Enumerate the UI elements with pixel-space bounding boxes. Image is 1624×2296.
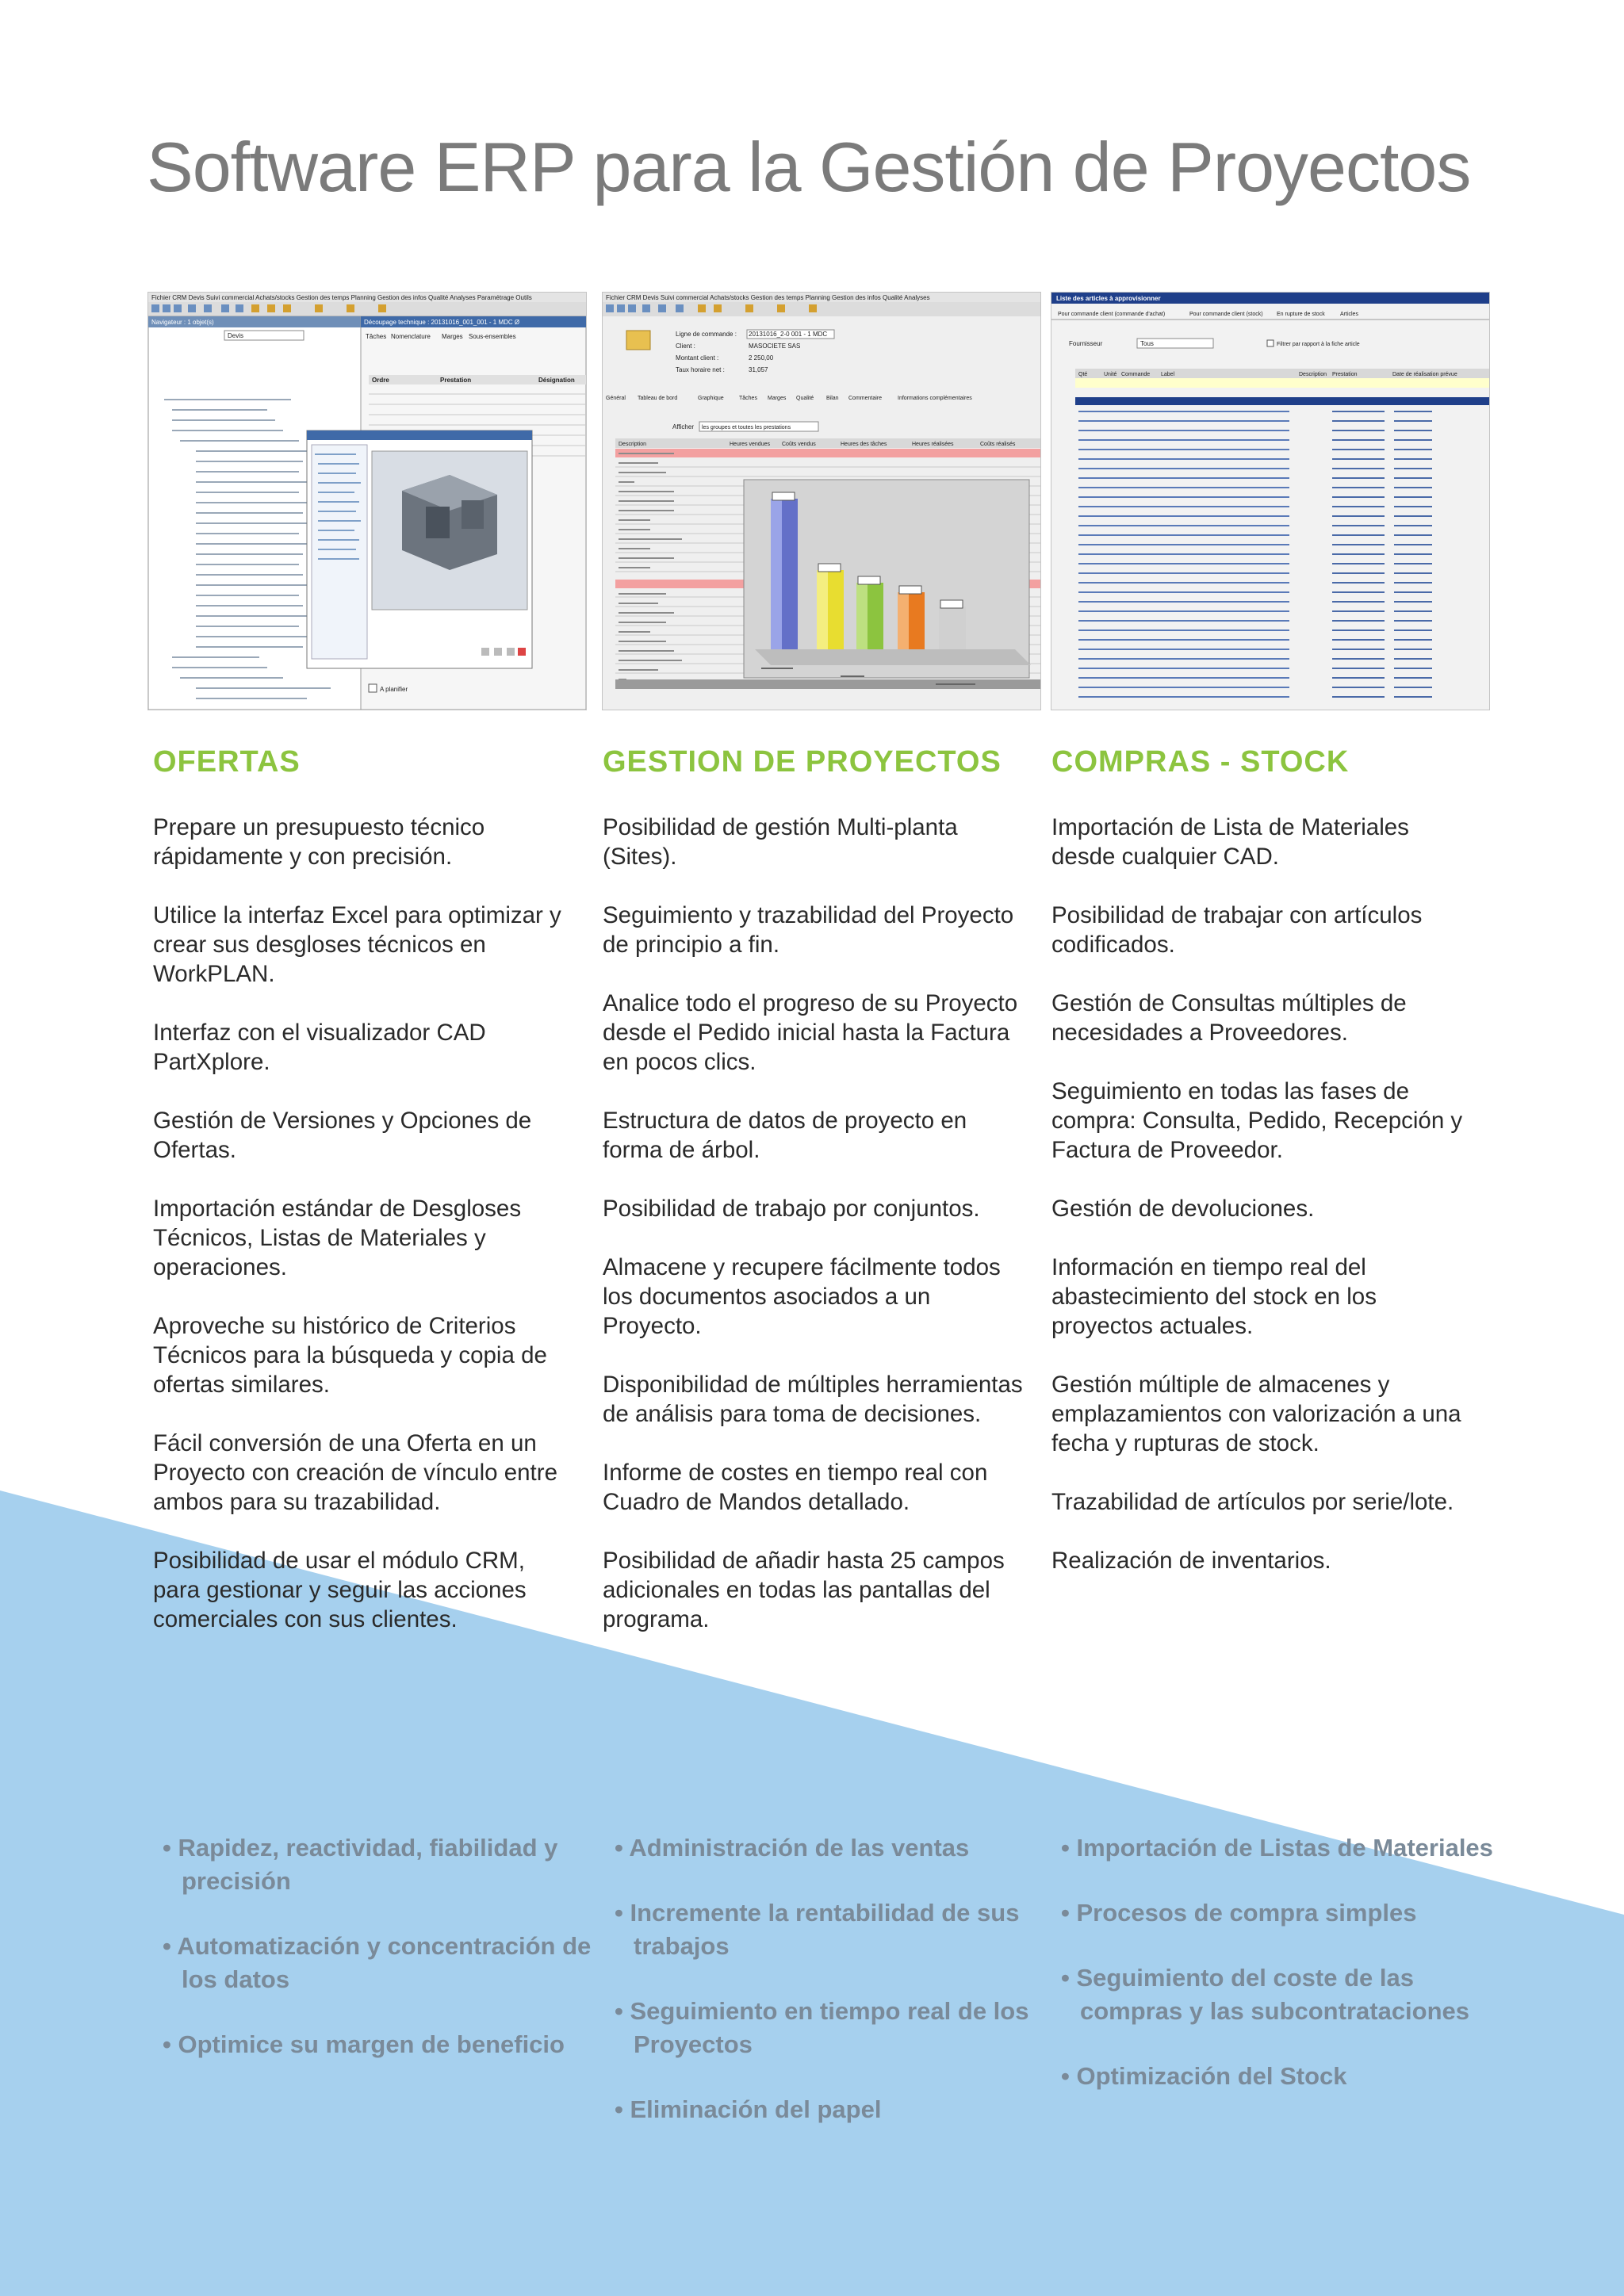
s2-value-3: 31,057	[749, 366, 768, 373]
paragraph: Disponibilidad de múltiples herramientas de análisis para toma de decisiones.	[603, 1372, 1023, 1427]
paragraph: Almacene y recupere fácilmente todos los documentos asociados a un Proyecto.	[603, 1254, 1001, 1339]
s1-col-ordre: Ordre	[372, 377, 389, 384]
paragraph: Aproveche su histórico de Criterios Técnicos para la búsqueda y copia de ofertas similares.	[153, 1313, 547, 1398]
screenshot-compras-stock	[1051, 292, 1490, 710]
s3-tab-2: En rupture de stock	[1277, 312, 1325, 317]
s1-menu: Fichier CRM Devis Suivi commercial Achats/stocks Gestion des temps Planning Gestion des infos Qualité Analyses Paramétrage Outils	[151, 294, 532, 301]
s2-tab-4: Marges	[768, 396, 787, 401]
s2-header-2: Coûts vendus	[782, 442, 816, 447]
s2-label-0: Ligne de commande :	[676, 331, 737, 338]
paragraph: Posibilidad de usar el módulo CRM, para gestionar y seguir las acciones comerciales con sus clientes.	[153, 1548, 527, 1632]
s3-header-6: Date de réalisation prévue	[1392, 372, 1457, 377]
s2-menu: Fichier CRM Devis Suivi commercial Achats/stocks Gestion des temps Planning Gestion des infos Qualité Analyses	[606, 294, 930, 301]
s3-filter: Filtrer par rapport à la fiche article	[1277, 342, 1360, 347]
paragraph: Gestión múltiple de almacenes y emplazamientos con valorización a una fecha y rupturas de stock.	[1051, 1372, 1461, 1456]
benefit-bullet: • Optimice su margen de beneficio	[163, 2030, 565, 2058]
paragraph: Interfaz con el visualizador CAD PartXplore.	[153, 1020, 486, 1075]
benefit-bullet: • Importación de Listas de Materiales	[1061, 1834, 1493, 1862]
bullets-gestion-proyectos	[615, 1831, 1059, 2158]
s1-col-prestation: Prestation	[440, 377, 472, 384]
benefit-bullet: • Automatización y concentración de los datos	[163, 1932, 592, 1993]
s2-afficher-value: les groupes et toutes les prestations	[702, 425, 791, 430]
s3-window-title: Liste des articles à approvisionner	[1056, 295, 1161, 302]
column-ofertas	[153, 745, 573, 1663]
s2-tab-5: Qualité	[796, 396, 814, 401]
s2-header-4: Heures réalisées	[912, 442, 954, 447]
paragraph: Estructura de datos de proyecto en forma de árbol.	[603, 1108, 967, 1163]
bullets-ofertas	[163, 1831, 607, 2093]
s1-panel-title: Navigateur : 1 objet(s)	[151, 319, 214, 326]
s2-tab-2: Graphique	[698, 396, 724, 401]
column-gestion-proyectos	[603, 745, 1023, 1663]
s3-header-1: Unité	[1104, 372, 1117, 377]
s1-tab-2: Marges	[442, 333, 463, 340]
s3-header-0: Qté	[1078, 372, 1088, 377]
screenshot-gestion-proyectos	[602, 292, 1041, 710]
paragraph: Fácil conversión de una Oferta en un Proyecto con creación de vínculo entre ambos para su trazabilidad.	[153, 1430, 557, 1515]
s2-afficher: Afficher	[672, 423, 694, 430]
paragraph: Informe de costes en tiempo real con Cuadro de Mandos detallado.	[603, 1460, 988, 1515]
s2-tab-0: Général	[606, 396, 626, 401]
paragraph: Gestión de Consultas múltiples de necesidades a Proveedores.	[1051, 990, 1407, 1046]
benefit-bullet: • Administración de las ventas	[615, 1834, 970, 1862]
paragraph: Trazabilidad de artículos por serie/lote.	[1051, 1489, 1454, 1515]
s3-fournisseur-value: Tous	[1140, 340, 1154, 347]
page-title: Software ERP para la Gestión de Proyectos	[147, 128, 1471, 206]
s2-header-1: Heures vendues	[730, 442, 770, 447]
paragraph: Gestión de devoluciones.	[1051, 1196, 1315, 1222]
s1-col-designation: Désignation	[538, 377, 575, 384]
paragraph: Seguimiento y trazabilidad del Proyecto de principio a fin.	[603, 902, 1014, 958]
benefit-bullet: • Eliminación del papel	[615, 2095, 882, 2123]
s2-tab-1: Tableau de bord	[638, 396, 678, 401]
paragraph: Gestión de Versiones y Opciones de Ofertas.	[153, 1108, 532, 1163]
s1-window-title: Découpage technique : 20131016_001_001 - 1 MDC Ø	[364, 319, 520, 326]
heading-compras-stock: COMPRAS - STOCK	[1051, 745, 1350, 779]
s2-tab-3: Tâches	[739, 396, 757, 401]
s1-tab-3: Sous-ensembles	[469, 333, 516, 340]
paragraph: Utilice la interfaz Excel para optimizar y crear sus desgloses técnicos en WorkPLAN.	[153, 902, 561, 987]
screenshot-ofertas	[147, 292, 587, 710]
paragraph: Realización de inventarios.	[1051, 1548, 1331, 1574]
paragraph: Información en tiempo real del abastecimiento del stock en los proyectos actuales.	[1051, 1254, 1377, 1339]
paragraph: Posibilidad de añadir hasta 25 campos adicionales en todas las pantallas del programa.	[603, 1548, 1005, 1632]
s3-fournisseur: Fournisseur	[1069, 340, 1103, 347]
s3-tab-3: Articles	[1340, 312, 1358, 317]
s3-header-4: Description	[1299, 372, 1327, 377]
s2-tab-6: Bilan	[826, 396, 839, 401]
s2-value-0: 20131016_2-0 001 - 1 MDC	[749, 331, 828, 338]
s3-tab-0: Pour commande client (commande d'achat)	[1058, 312, 1166, 317]
benefit-bullet: • Incremente la rentabilidad de sus trabajos	[615, 1899, 1020, 1960]
heading-gestion-proyectos: GESTION DE PROYECTOS	[603, 745, 1002, 779]
benefit-bullet: • Seguimiento del coste de las compras y las subcontrataciones	[1061, 1964, 1470, 2025]
s2-tab-8: Informations complémentaires	[898, 396, 972, 401]
s3-header-2: Commande	[1121, 372, 1151, 377]
paragraph: Posibilidad de trabajar con artículos codificados.	[1051, 902, 1423, 958]
s1-combo: Devis	[228, 332, 244, 339]
benefit-bullet: • Rapidez, reactividad, fiabilidad y precisión	[163, 1834, 558, 1895]
s2-label-2: Montant client :	[676, 354, 719, 362]
paragraph: Analice todo el progreso de su Proyecto desde el Pedido inicial hasta la Factura en pocos clics.	[603, 990, 1018, 1075]
s1-tab-0: Tâches	[366, 333, 387, 340]
s3-header-5: Prestation	[1332, 372, 1358, 377]
s2-header-0: Description	[619, 442, 647, 447]
paragraph: Importación de Lista de Materiales desde cualquier CAD.	[1051, 814, 1409, 870]
s3-tab-1: Pour commande client (stock)	[1189, 312, 1263, 317]
paragraph: Posibilidad de gestión Multi-planta (Sites).	[603, 814, 958, 870]
s1-footer: A planifier	[380, 686, 408, 693]
s2-header-3: Heures des tâches	[841, 442, 887, 447]
s2-value-2: 2 250,00	[749, 354, 774, 362]
benefit-bullet: • Seguimiento en tiempo real de los Proyectos	[615, 1997, 1029, 2058]
paragraph: Posibilidad de trabajo por conjuntos.	[603, 1196, 980, 1222]
s2-header-5: Coûts réalisés	[980, 442, 1016, 447]
column-compras-stock	[1051, 745, 1472, 1605]
paragraph: Importación estándar de Desgloses Técnicos, Listas de Materiales y operaciones.	[153, 1196, 522, 1280]
s2-value-1: MASOCIETE SAS	[749, 342, 801, 350]
paragraph: Prepare un presupuesto técnico rápidamente y con precisión.	[153, 814, 485, 870]
paragraph: Seguimiento en todas las fases de compra: Consulta, Pedido, Recepción y Factura de Proveedor.	[1051, 1078, 1463, 1163]
s2-label-1: Client :	[676, 342, 695, 350]
benefit-bullet: • Optimización del Stock	[1061, 2062, 1347, 2090]
benefit-bullet: • Procesos de compra simples	[1061, 1899, 1417, 1927]
s3-header-3: Label	[1161, 372, 1175, 377]
s1-tab-1: Nomenclature	[391, 333, 431, 340]
heading-ofertas: OFERTAS	[153, 745, 301, 779]
s2-label-3: Taux horaire net :	[676, 366, 725, 373]
bullets-compras-stock	[1061, 1831, 1505, 2125]
s2-tab-7: Commentaire	[848, 396, 883, 401]
